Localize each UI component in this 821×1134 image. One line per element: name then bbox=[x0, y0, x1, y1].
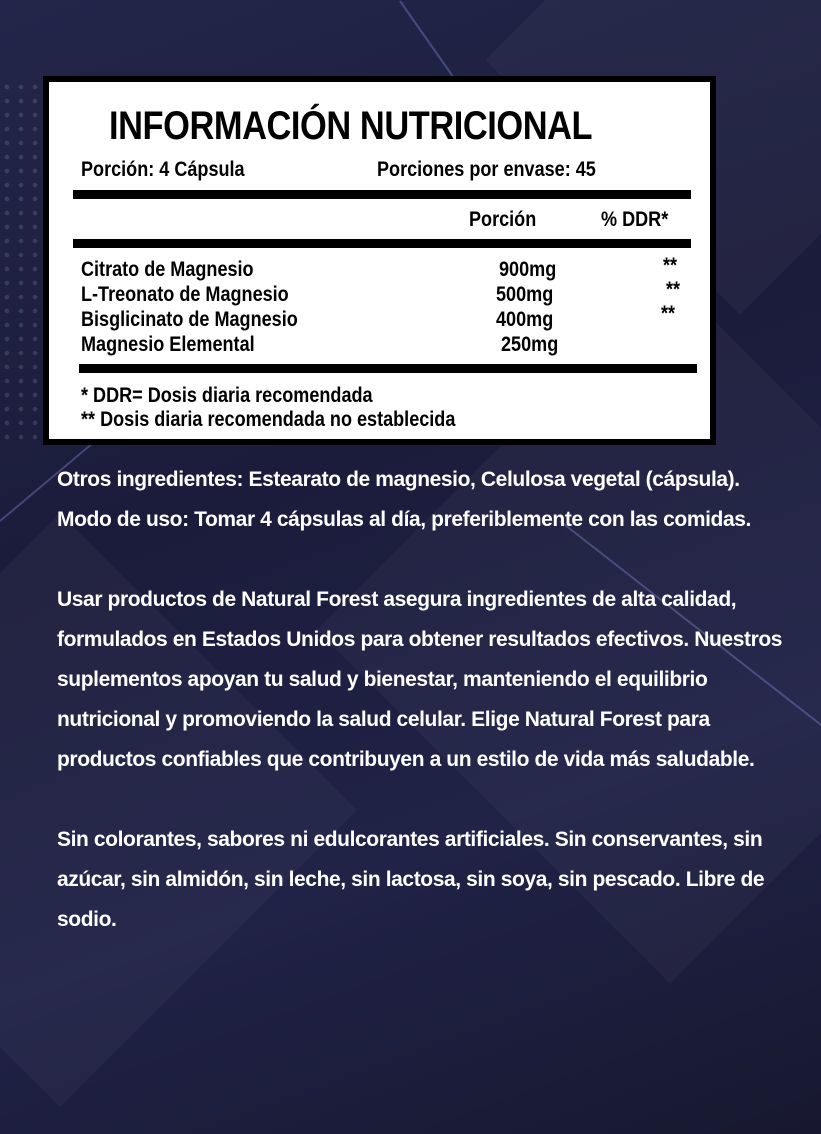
divider bbox=[73, 190, 691, 199]
nutrient-name: L-Treonato de Magnesio bbox=[81, 283, 289, 306]
description bbox=[57, 460, 797, 940]
nutrient-ddr: ** bbox=[663, 254, 678, 277]
nutrition-facts-panel bbox=[43, 76, 716, 445]
free-of-statement: Sin colorantes, sabores ni edulcorantes artificiales. Sin conservantes, sin azúcar, sin almidón, sin leche, sin lactosa, sin soya, sin pescado. Libre de sodio. bbox=[57, 828, 765, 931]
nutrient-name: Bisglicinato de Magnesio bbox=[81, 308, 298, 331]
serving-size: Porción: 4 Cápsula bbox=[81, 158, 245, 181]
nutrient-name: Citrato de Magnesio bbox=[81, 258, 254, 281]
divider bbox=[79, 364, 697, 373]
divider bbox=[73, 239, 691, 248]
nutrient-name: Magnesio Elemental bbox=[81, 333, 255, 356]
footnote-not-established: ** Dosis diaria recomendada no establecida bbox=[81, 408, 456, 431]
footnote-ddr: * DDR= Dosis diaria recomendada bbox=[81, 384, 373, 407]
nutrient-amount: 400mg bbox=[496, 308, 554, 331]
other-ingredients: Otros ingredientes: Estearato de magnesio, Celulosa vegetal (cápsula). bbox=[57, 468, 740, 491]
nutrient-amount: 250mg bbox=[501, 333, 559, 356]
column-header-ddr: % DDR* bbox=[601, 208, 669, 231]
nutrient-ddr: ** bbox=[661, 302, 676, 325]
nutrient-amount: 900mg bbox=[499, 258, 557, 281]
column-header-portion: Porción bbox=[469, 208, 537, 231]
nutrient-ddr: ** bbox=[666, 278, 681, 301]
panel-title: INFORMACIÓN NUTRICIONAL bbox=[109, 104, 593, 148]
usage-instructions: Modo de uso: Tomar 4 cápsulas al día, preferiblemente con las comidas. bbox=[57, 508, 751, 531]
nutrient-amount: 500mg bbox=[496, 283, 554, 306]
brand-statement: Usar productos de Natural Forest asegura ingredientes de alta calidad, formulados en Estados Unidos para obtener resultados efectivos. Nuestros suplementos apoyan tu salud y bienestar, manteniendo el equilibrio nutricional y promoviendo la salud celular. Elige Natural Forest para productos confiables que contribuyen a un estilo de vida más saludable. bbox=[57, 588, 783, 771]
servings-per-container: Porciones por envase: 45 bbox=[377, 158, 596, 181]
